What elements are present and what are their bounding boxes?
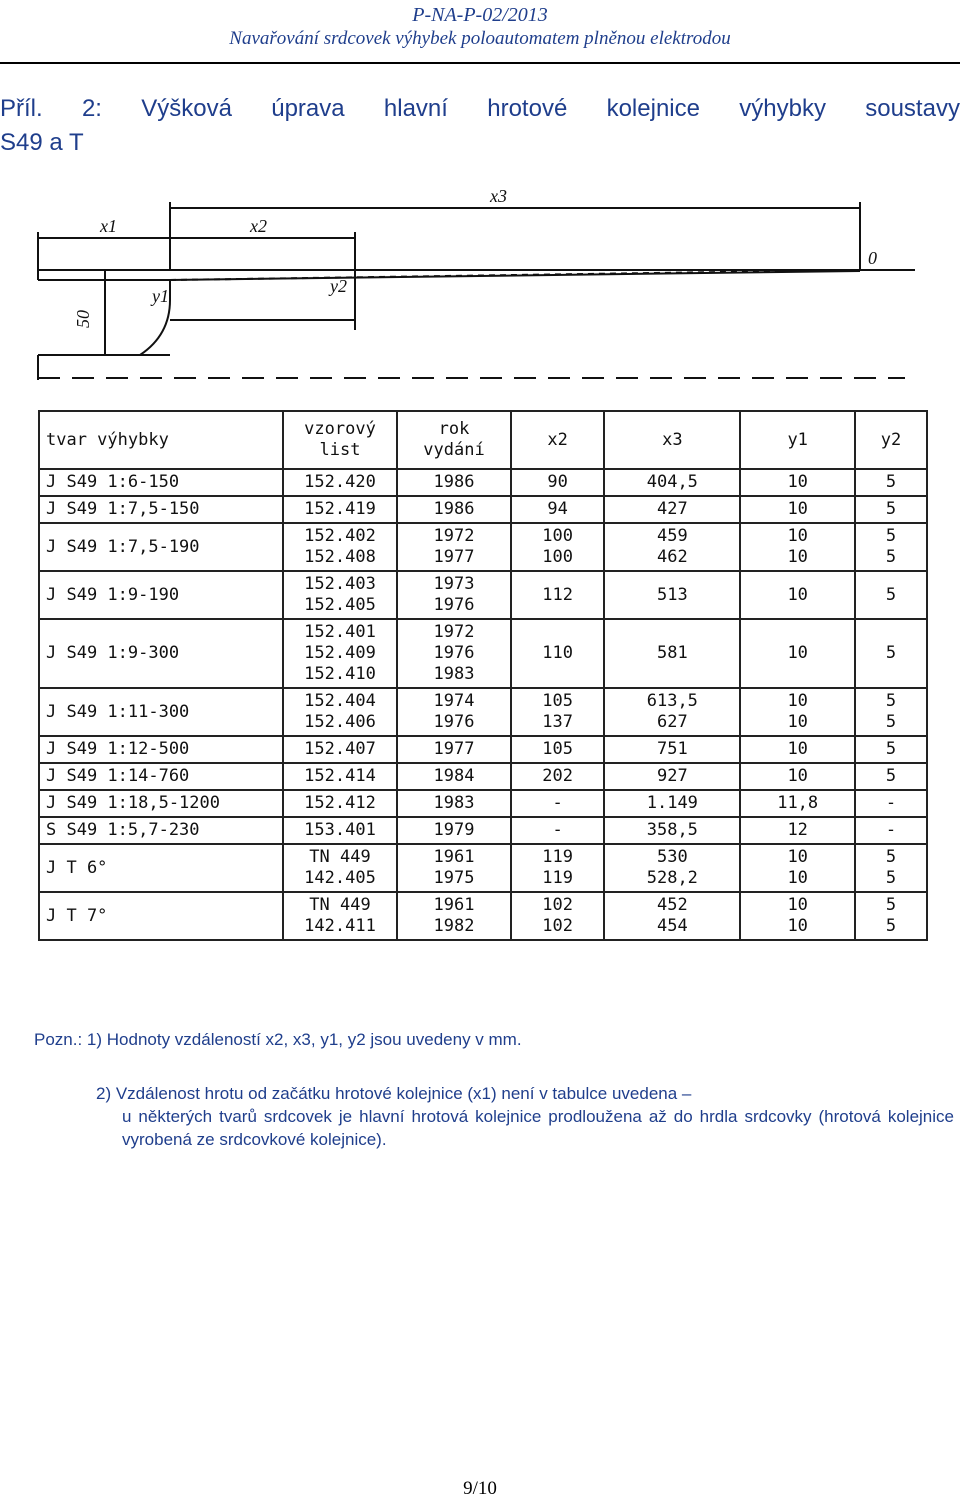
header-y2: y2 <box>855 411 927 469</box>
header-x2: x2 <box>511 411 604 469</box>
table-row <box>39 817 927 844</box>
cell-x2: 102 102 <box>511 892 604 940</box>
cell-x2: 90 <box>511 469 604 496</box>
x3-label: x3 <box>490 186 507 206</box>
cell-year: 1961 1982 <box>397 892 511 940</box>
page-number: 9/10 <box>463 1478 497 1499</box>
cell-x3: 358,5 <box>604 817 740 844</box>
title-word: Výšková <box>141 95 232 122</box>
header-x3: x3 <box>604 411 740 469</box>
rail-profile-drawing <box>10 180 920 390</box>
document-code: P-NA-P-02/2013 <box>412 4 548 26</box>
cell-y2: 5 <box>855 619 927 688</box>
cell-sheet: 152.420 <box>283 469 397 496</box>
cell-y1: 10 10 <box>740 688 855 736</box>
cell-x2: - <box>511 790 604 817</box>
cell-year: 1972 1976 1983 <box>397 619 511 688</box>
cell-year: 1983 <box>397 790 511 817</box>
cell-year: 1986 <box>397 469 511 496</box>
cell-sheet: 152.407 <box>283 736 397 763</box>
table-row <box>39 763 927 790</box>
cell-x3: 927 <box>604 763 740 790</box>
cell-y1: 11,8 <box>740 790 855 817</box>
cell-sheet: TN 449 142.411 <box>283 892 397 940</box>
cell-x2: 110 <box>511 619 604 688</box>
cell-shape: J S49 1:9-300 <box>39 619 283 688</box>
cell-sheet: 152.402 152.408 <box>283 523 397 571</box>
header-year: rok vydání <box>397 411 511 469</box>
cell-x3: 459 462 <box>604 523 740 571</box>
cell-shape: J T 7° <box>39 892 283 940</box>
cell-shape: J S49 1:7,5-150 <box>39 496 283 523</box>
cell-y2: 5 5 <box>855 844 927 892</box>
note-2-continuation: u některých tvarů srdcovek je hlavní hrotová kolejnice prodloužena až do hrdla srdcovky (hrotová kolejnice vyrobená ze srdcovkové kolejnice). <box>122 1107 954 1149</box>
title-word: 2: <box>81 95 102 122</box>
cell-sheet: 152.412 <box>283 790 397 817</box>
cell-shape: J S49 1:7,5-190 <box>39 523 283 571</box>
table-row <box>39 844 927 892</box>
cell-x3: 1.149 <box>604 790 740 817</box>
cell-year: 1977 <box>397 736 511 763</box>
cell-sheet: 152.403 152.405 <box>283 571 397 619</box>
cell-y2: 5 5 <box>855 688 927 736</box>
cell-x2: 105 137 <box>511 688 604 736</box>
cell-year: 1973 1976 <box>397 571 511 619</box>
cell-x2: 100 100 <box>511 523 604 571</box>
cell-year: 1974 1976 <box>397 688 511 736</box>
cell-x2: 105 <box>511 736 604 763</box>
cell-y2: 5 <box>855 571 927 619</box>
table-row <box>39 496 927 523</box>
cell-sheet: 152.404 152.406 <box>283 688 397 736</box>
cell-x3: 404,5 <box>604 469 740 496</box>
cell-x3: 613,5 627 <box>604 688 740 736</box>
cell-x3: 427 <box>604 496 740 523</box>
title-word: Příl. <box>0 95 43 122</box>
cell-x3: 452 454 <box>604 892 740 940</box>
cell-x2: 112 <box>511 571 604 619</box>
title-line-2: S49 a T <box>0 129 84 156</box>
note-2 <box>96 1082 954 1151</box>
dim-50-label: 50 <box>73 310 93 328</box>
table-row <box>39 571 927 619</box>
cell-y1: 10 <box>740 496 855 523</box>
title-word: hlavní <box>383 95 448 122</box>
cell-y2: 5 <box>855 763 927 790</box>
y1-label: y1 <box>152 286 169 306</box>
table-row <box>39 790 927 817</box>
cell-shape: J S49 1:9-190 <box>39 571 283 619</box>
cell-y2: 5 <box>855 496 927 523</box>
table-row <box>39 892 927 940</box>
cell-shape: J S49 1:14-760 <box>39 763 283 790</box>
cell-shape: J S49 1:11-300 <box>39 688 283 736</box>
cell-x2: - <box>511 817 604 844</box>
cell-x3: 530 528,2 <box>604 844 740 892</box>
zero-label: 0 <box>868 248 877 268</box>
cell-x3: 581 <box>604 619 740 688</box>
table-header-row <box>39 411 927 469</box>
cell-y1: 10 <box>740 619 855 688</box>
cell-y1: 10 10 <box>740 523 855 571</box>
cell-year: 1986 <box>397 496 511 523</box>
cell-y2: - <box>855 817 927 844</box>
header-sheet: vzorový list <box>283 411 397 469</box>
document-header <box>0 4 960 52</box>
title-word: kolejnice <box>606 95 700 122</box>
cell-shape: J S49 1:6-150 <box>39 469 283 496</box>
cell-y1: 10 <box>740 571 855 619</box>
cell-y1: 10 <box>740 469 855 496</box>
cell-year: 1972 1977 <box>397 523 511 571</box>
y2-label: y2 <box>330 276 347 296</box>
cell-year: 1961 1975 <box>397 844 511 892</box>
document-subtitle: Navařování srdcovek výhybek poloautomatem plněnou elektrodou <box>229 28 731 49</box>
title-line-1 <box>0 92 960 126</box>
title-word: soustavy <box>865 95 960 122</box>
note-2-first-line: 2) Vzdálenost hrotu od začátku hrotové kolejnice (x1) není v tabulce uvedena – <box>96 1084 692 1103</box>
x2-label: x2 <box>250 216 267 236</box>
x1-label: x1 <box>100 216 117 236</box>
cell-y1: 10 10 <box>740 892 855 940</box>
cell-y1: 12 <box>740 817 855 844</box>
title-word: výhybky <box>739 95 826 122</box>
cell-y2: 5 <box>855 469 927 496</box>
cell-year: 1979 <box>397 817 511 844</box>
cell-y2: - <box>855 790 927 817</box>
header-y1: y1 <box>740 411 855 469</box>
cell-sheet: 153.401 <box>283 817 397 844</box>
note-1: Pozn.: 1) Hodnoty vzdáleností x2, x3, y1, y2 jsou uvedeny v mm. <box>34 1030 522 1049</box>
cell-shape: S S49 1:5,7-230 <box>39 817 283 844</box>
cell-sheet: TN 449 142.405 <box>283 844 397 892</box>
table-row <box>39 523 927 571</box>
cell-x3: 751 <box>604 736 740 763</box>
cell-y2: 5 <box>855 736 927 763</box>
cell-sheet: 152.414 <box>283 763 397 790</box>
cell-shape: J S49 1:12-500 <box>39 736 283 763</box>
cell-sheet: 152.401 152.409 152.410 <box>283 619 397 688</box>
appendix-title <box>0 92 960 160</box>
cell-x2: 94 <box>511 496 604 523</box>
cell-shape: J S49 1:18,5-1200 <box>39 790 283 817</box>
table-row <box>39 688 927 736</box>
table-row <box>39 619 927 688</box>
header-rule <box>0 62 960 64</box>
table-row <box>39 736 927 763</box>
table-row <box>39 469 927 496</box>
cell-y1: 10 <box>740 763 855 790</box>
cell-x3: 513 <box>604 571 740 619</box>
cell-x2: 119 119 <box>511 844 604 892</box>
switch-dimension-table <box>38 410 928 941</box>
cell-sheet: 152.419 <box>283 496 397 523</box>
cell-shape: J T 6° <box>39 844 283 892</box>
title-word: úprava <box>271 95 345 122</box>
cell-y1: 10 10 <box>740 844 855 892</box>
header-shape: tvar výhybky <box>39 411 283 469</box>
title-word: hrotové <box>487 95 568 122</box>
cell-y2: 5 5 <box>855 892 927 940</box>
cell-y2: 5 5 <box>855 523 927 571</box>
cell-year: 1984 <box>397 763 511 790</box>
cell-y1: 10 <box>740 736 855 763</box>
cell-x2: 202 <box>511 763 604 790</box>
